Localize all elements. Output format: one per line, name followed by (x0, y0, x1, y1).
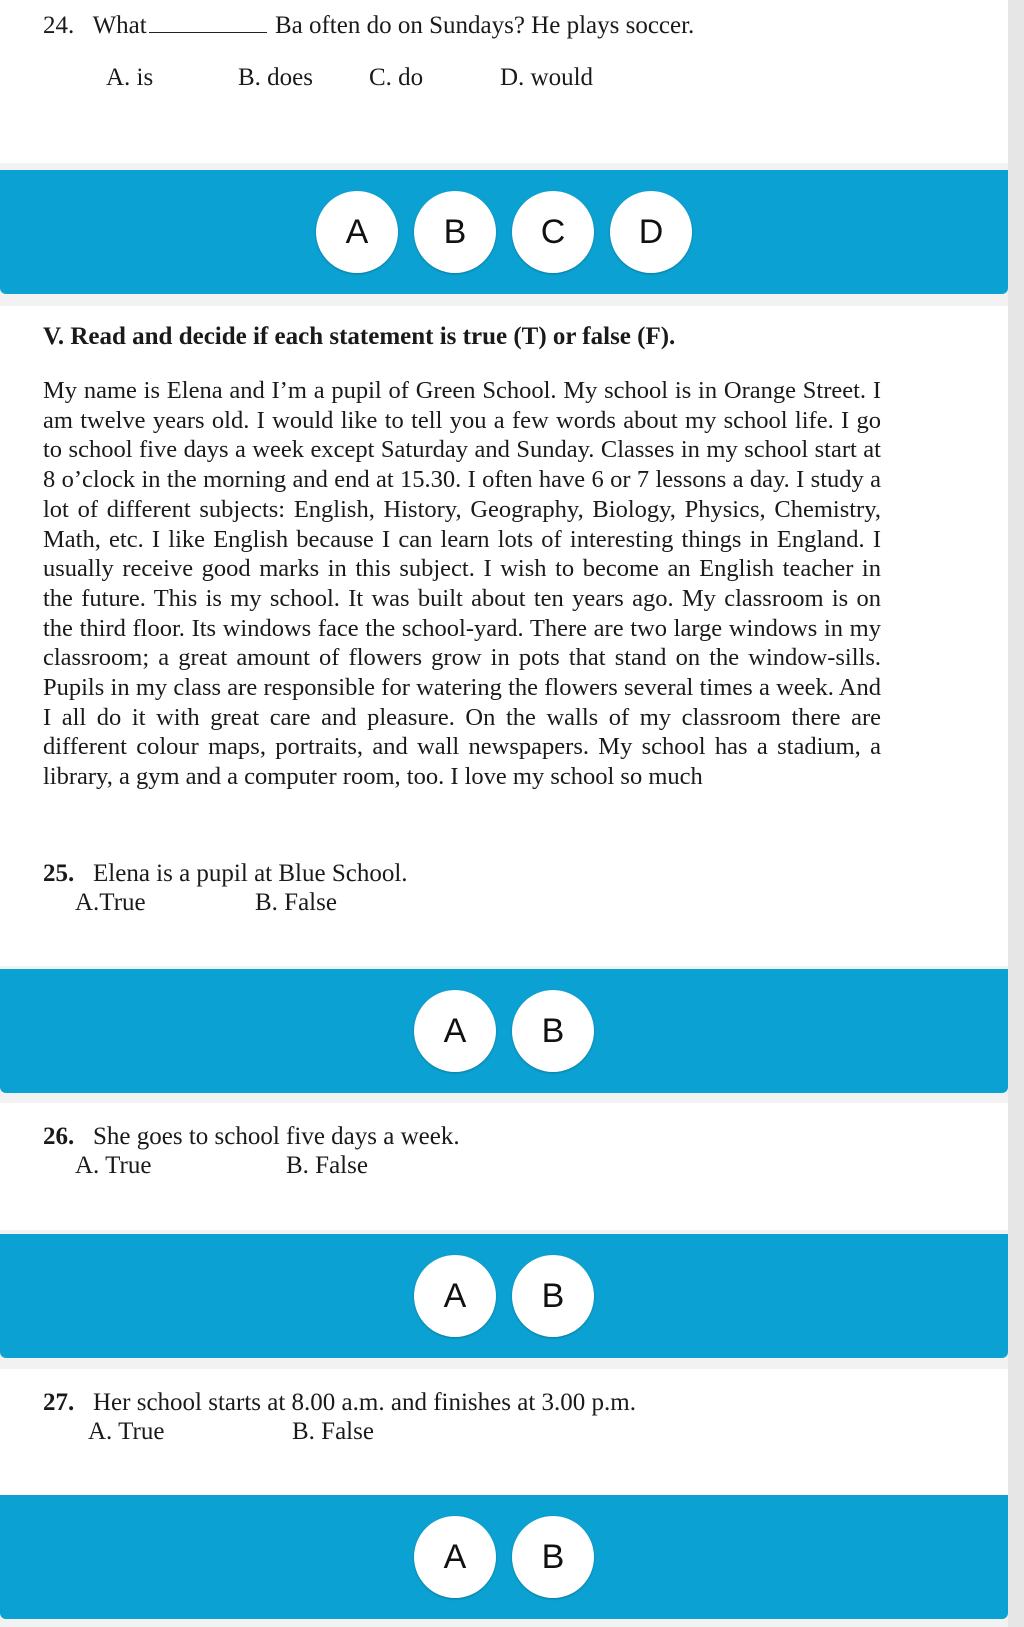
question-25-text (43, 860, 408, 888)
question-24-card (0, 0, 1008, 163)
question-26-text (43, 1123, 460, 1151)
choice-a-button[interactable]: A (414, 1255, 496, 1337)
question-number: 26. (43, 1123, 75, 1150)
answer-blank (149, 12, 267, 33)
question-number: 25. (43, 860, 75, 887)
answer-bar-25 (0, 969, 1008, 1093)
choice-a-button[interactable]: A (316, 191, 398, 273)
question-24-text (43, 12, 694, 40)
choice-b-button[interactable]: B (512, 990, 594, 1072)
question-26-card (0, 1103, 1008, 1230)
answer-bar-26 (0, 1234, 1008, 1358)
question-prefix: What (92, 12, 147, 39)
option-a-text: A. True (88, 1418, 165, 1445)
question-number: 27. (43, 1389, 75, 1416)
option-b-text: B. False (292, 1418, 374, 1445)
option-b-text: B. False (255, 889, 337, 916)
question-statement: Elena is a pupil at Blue School. (93, 860, 408, 887)
choice-d-button[interactable]: D (610, 191, 692, 273)
option-a-text: A.True (75, 889, 146, 916)
option-b-text: B. does (238, 64, 313, 91)
answer-bar-24 (0, 170, 1008, 294)
choice-b-button[interactable]: B (414, 191, 496, 273)
choice-b-button[interactable]: B (512, 1255, 594, 1337)
answer-bar-27 (0, 1495, 1008, 1619)
section-title: V. Read and decide if each statement is true (T) or false (F). (43, 323, 676, 350)
page-edge (1008, 0, 1024, 1627)
question-number: 24. (43, 12, 75, 39)
question-statement: She goes to school five days a week. (93, 1123, 460, 1150)
choice-c-button[interactable]: C (512, 191, 594, 273)
reading-passage: My name is Elena and I’m a pupil of Green School. My school is in Orange Street. I am twelve years old. I would like to tell you a few words about my school life. I go to school five days a week except Saturday and Sunday. Classes in my school start at 8 o’clock in the morning and end at 15.30. I often have 6 or 7 lessons a day. I study a lot of different subjects: English, History, Geography, Biology, Physics, Chemistry, Math, etc. I like English because I can learn lots of interesting things in England. I usually receive good marks in this subject. I wish to become an English teacher in the future. This is my school. It was built about ten years ago. My classroom is on the third floor. Its windows face the school-yard. There are two large windows in my classroom; a great amount of flowers grow in pots that stand on the window-sills. Pupils in my class are responsible for watering the flowers several times a week. And I all do it with great care and pleasure. On the walls of my classroom there are different colour maps, portraits, and wall newspapers. My school has a stadium, a library, a gym and a computer room, too. I love my school so much (43, 377, 881, 791)
choice-b-button[interactable]: B (512, 1516, 594, 1598)
question-statement: Her school starts at 8.00 a.m. and finishes at 3.00 p.m. (93, 1389, 636, 1416)
option-c-text: C. do (369, 64, 424, 91)
choice-a-button[interactable]: A (414, 990, 496, 1072)
option-d-text: D. would (500, 64, 594, 91)
question-27-card (0, 1369, 1008, 1496)
option-b-text: B. False (286, 1152, 368, 1179)
option-a-text: A. is (106, 64, 154, 91)
question-suffix: Ba often do on Sundays? He plays soccer. (274, 12, 695, 39)
choice-a-button[interactable]: A (414, 1516, 496, 1598)
question-27-text (43, 1389, 636, 1417)
option-a-text: A. True (75, 1152, 152, 1179)
